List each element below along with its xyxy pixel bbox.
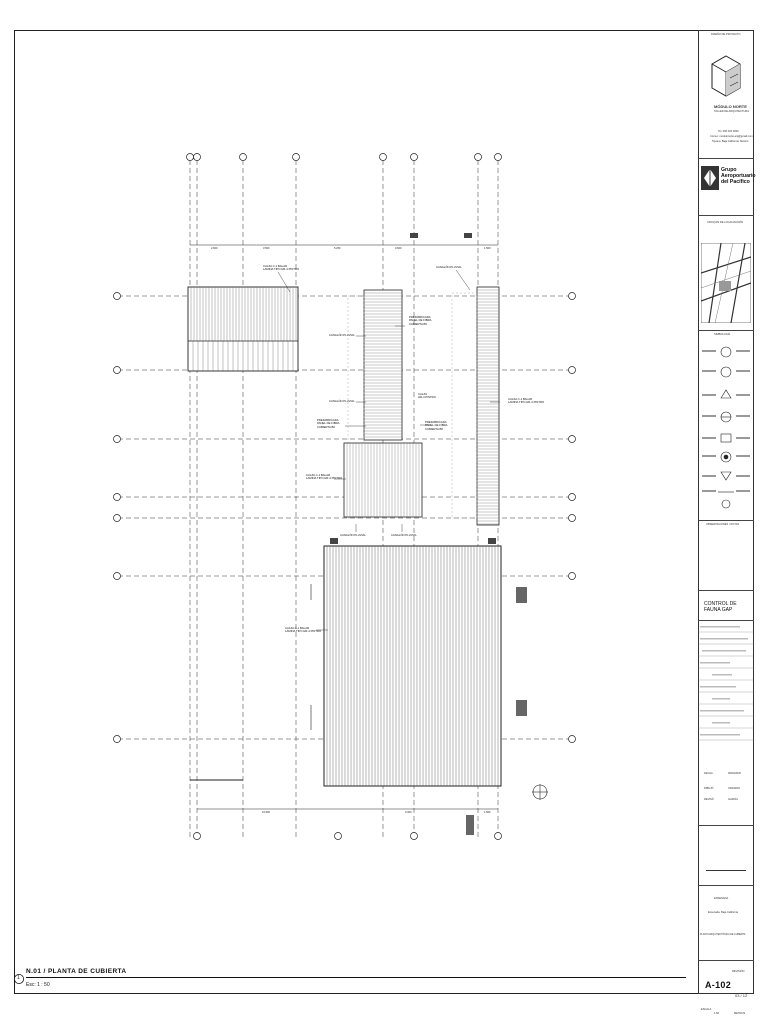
view-title-underline — [26, 977, 686, 978]
note-calza-main: CALZA C-1 BALAR LAMINA TIPO HR-4 PINTRO — [285, 626, 322, 634]
notes-cell — [698, 520, 754, 582]
scale-label: ESCALA — [701, 1008, 712, 1011]
tb-header: DISEÑO DE PROYECTO — [711, 33, 741, 36]
client-logo-icon — [701, 166, 719, 190]
firm-name: MÓDULO NORTE — [714, 104, 747, 109]
firm-contact-1: Tel. 000 000 0000 — [718, 130, 739, 133]
unit-value: METROS — [734, 1012, 746, 1015]
note-calza-mid: CALZA HR-4 PINTRO — [418, 392, 436, 400]
dim-top-1: 2.600 — [211, 247, 218, 250]
project-name: CONTROL DE FAUNA GAP — [704, 601, 737, 613]
client-name-3: del Pacífico — [721, 179, 750, 185]
sheet-count: 03 / 12 — [735, 993, 748, 998]
view-title: N.01 / PLANTA DE CUBIERTA — [26, 968, 127, 975]
symbology-legend — [700, 342, 752, 512]
firm-contact-2: Correo: modulonorte.arq@gmail.com — [710, 135, 753, 138]
revision-label: REVISIÓN — [732, 970, 745, 973]
note-calza-center: CALZA C-1 BALAR LAMINA TIPO HR-4 PINTRO — [306, 473, 343, 481]
location-map — [701, 243, 751, 323]
note-prefab-1: PREFABRICADA PANEL DE FIBRA CUBIERTA B0 — [409, 315, 432, 326]
view-number: 1 — [17, 975, 20, 981]
note-canalon-left2: CANALÓN PLUVIAL — [329, 399, 355, 403]
date-row-2-label: DIBUJÓ — [704, 787, 714, 790]
dim-bottom-3: 1.500 — [484, 811, 491, 814]
note-canalon-bottom2: CANALÓN PLUVIAL — [391, 533, 417, 537]
address: Ensenada, Baja California — [708, 911, 738, 914]
dim-top-3: 5.250 — [334, 247, 341, 250]
note-canalon-top: CANALÓN PLUVIAL — [436, 265, 462, 269]
view-scale: Esc: 1 : 50 — [26, 982, 50, 988]
dim-bottom-2: 0.300 — [405, 811, 412, 814]
dim-top-5: 1.500 — [484, 247, 491, 250]
date-row-3-label: REVISÓ — [704, 798, 714, 801]
signature-cell — [698, 825, 754, 885]
note-prefab-3: PREFABRICADA PANEL DE FIBRA CUBIERTA B0 — [425, 420, 448, 431]
scale-value: 1:50 — [714, 1012, 720, 1015]
title-block — [698, 30, 756, 1015]
firm-contact-3: Tijuana, Baja California, México — [712, 140, 749, 143]
dim-top-2: 3.500 — [263, 247, 270, 250]
location-label: CROQUIS DE LOCALIZACIÓN — [707, 221, 744, 224]
client-name-2: Aeroportuario — [721, 173, 756, 179]
info-rows — [698, 622, 754, 782]
dim-top-4: 0.600 — [395, 247, 402, 250]
note-canalon-bottom1: CANALÓN PLUVIAL — [340, 533, 366, 537]
dim-bottom-1: 10.500 — [262, 811, 270, 814]
city-name: ENSENADA — [714, 897, 729, 900]
note-calza-right: CALZA C-1 BALAR LAMINA TIPO HR-4 PINTRO — [508, 397, 545, 405]
date-row-2-value: ORDIANO — [728, 787, 741, 790]
date-row-1-label: FECHA — [704, 772, 713, 775]
date-row-1-value: 00/00/2020 — [728, 772, 741, 775]
symbology-label: SIMBOLOGÍA — [714, 333, 731, 336]
client-name-1: Grupo — [721, 167, 737, 173]
notes-label: OBSERVACIONES / NOTAS — [706, 523, 740, 526]
note-calza-top: CALZA C-1 BALAR LAMINA TIPO HR-4 PINTRO — [263, 264, 300, 272]
firm-subtitle: TALLER DE ARQUITECTURA — [714, 110, 749, 113]
note-prefab-2: PREFABRICADA PANEL DE FIBRA CUBIERTA B0 — [317, 418, 340, 429]
firm-logo-icon — [708, 52, 744, 102]
note-canalon-left1: CANALÓN PLUVIAL — [329, 333, 355, 337]
drawing-title: PLANTA ARQUITECTÓNICA DE CUBIERTA — [700, 934, 746, 936]
date-row-3-value: GARCÍA — [728, 798, 738, 801]
sheet-number: A-102 — [705, 980, 732, 990]
